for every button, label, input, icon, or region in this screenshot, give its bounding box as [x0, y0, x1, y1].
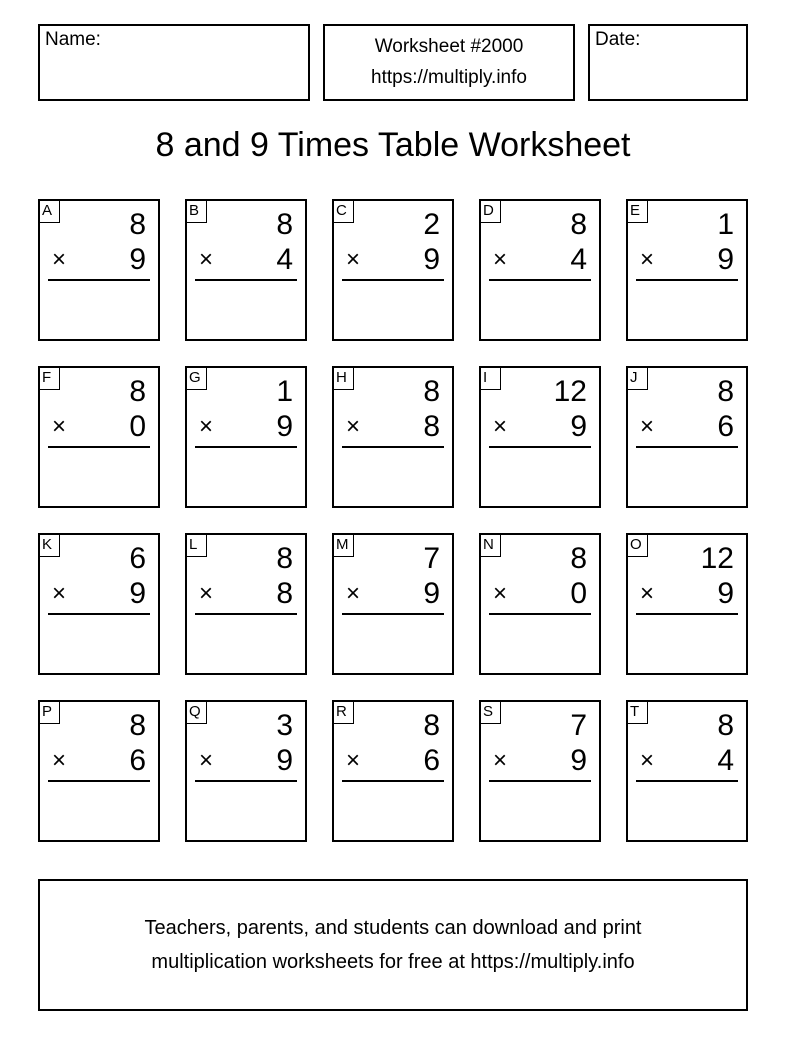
times-symbol: ×	[346, 246, 361, 273]
problem-card	[185, 533, 307, 675]
name-field-box	[38, 24, 310, 101]
multiplier: 9	[276, 744, 293, 777]
problem-letter: H	[332, 366, 354, 390]
problem-letter: K	[38, 533, 60, 557]
answer-line	[636, 780, 738, 782]
multiplier: 9	[570, 410, 587, 443]
multiplier: 4	[570, 243, 587, 276]
multiplicand: 3	[276, 709, 293, 742]
multiplicand: 12	[700, 542, 734, 575]
problem-card	[479, 533, 601, 675]
footer-line-1: Teachers, parents, and students can download and print	[144, 917, 642, 939]
answer-line	[636, 279, 738, 281]
times-symbol: ×	[199, 747, 214, 774]
multiplicand: 7	[570, 709, 587, 742]
problem-letter: R	[332, 700, 354, 724]
footer-box	[38, 879, 748, 1011]
times-symbol: ×	[640, 246, 655, 273]
problem-letter: C	[332, 199, 354, 223]
times-symbol: ×	[346, 413, 361, 440]
times-symbol: ×	[346, 747, 361, 774]
problem-letter: N	[479, 533, 501, 557]
problem-card	[38, 533, 160, 675]
problem-card	[626, 700, 748, 842]
times-symbol: ×	[493, 747, 508, 774]
multiplicand: 8	[129, 709, 146, 742]
problem-card	[479, 700, 601, 842]
multiplicand: 1	[717, 208, 734, 241]
multiplier: 6	[717, 410, 734, 443]
times-symbol: ×	[640, 580, 655, 607]
answer-line	[489, 279, 591, 281]
multiplicand: 8	[129, 375, 146, 408]
website-url: https://multiply.info	[371, 67, 527, 88]
answer-line	[489, 613, 591, 615]
problem-card	[185, 366, 307, 508]
answer-line	[195, 613, 297, 615]
times-symbol: ×	[199, 580, 214, 607]
footer-line-2: multiplication worksheets for free at https://multiply.info	[151, 951, 635, 973]
date-field-box	[588, 24, 748, 101]
multiplicand: 8	[423, 709, 440, 742]
problem-card	[38, 700, 160, 842]
multiplicand: 7	[423, 542, 440, 575]
problem-card	[479, 199, 601, 341]
times-symbol: ×	[640, 747, 655, 774]
answer-line	[489, 446, 591, 448]
multiplicand: 8	[129, 208, 146, 241]
times-symbol: ×	[493, 580, 508, 607]
answer-line	[48, 279, 150, 281]
problem-card	[185, 700, 307, 842]
problem-card	[38, 199, 160, 341]
answer-line	[195, 279, 297, 281]
multiplier: 8	[423, 410, 440, 443]
answer-line	[342, 613, 444, 615]
answer-line	[489, 780, 591, 782]
problem-letter: A	[38, 199, 60, 223]
multiplicand: 8	[276, 542, 293, 575]
multiplier: 9	[717, 243, 734, 276]
multiplier: 9	[276, 410, 293, 443]
multiplicand: 8	[717, 375, 734, 408]
multiplicand: 2	[423, 208, 440, 241]
answer-line	[342, 446, 444, 448]
problem-letter: I	[479, 366, 501, 390]
multiplicand: 8	[570, 208, 587, 241]
times-symbol: ×	[493, 413, 508, 440]
multiplier: 9	[423, 577, 440, 610]
date-label: Date:	[595, 29, 641, 50]
problem-card	[332, 700, 454, 842]
problem-card	[626, 366, 748, 508]
multiplicand: 1	[276, 375, 293, 408]
multiplier: 6	[423, 744, 440, 777]
multiplier: 0	[129, 410, 146, 443]
problem-card	[479, 366, 601, 508]
multiplier: 4	[717, 744, 734, 777]
problem-letter: D	[479, 199, 501, 223]
multiplicand: 12	[553, 375, 587, 408]
times-symbol: ×	[52, 246, 67, 273]
answer-line	[636, 446, 738, 448]
problem-letter: P	[38, 700, 60, 724]
answer-line	[195, 780, 297, 782]
worksheet-title: 8 and 9 Times Table Worksheet	[155, 126, 631, 164]
problem-card	[38, 366, 160, 508]
problem-letter: T	[626, 700, 648, 724]
times-symbol: ×	[52, 413, 67, 440]
times-symbol: ×	[640, 413, 655, 440]
multiplicand: 8	[717, 709, 734, 742]
answer-line	[636, 613, 738, 615]
multiplicand: 8	[423, 375, 440, 408]
multiplier: 9	[717, 577, 734, 610]
name-label: Name:	[45, 29, 101, 50]
multiplicand: 8	[570, 542, 587, 575]
problem-letter: B	[185, 199, 207, 223]
multiplicand: 6	[129, 542, 146, 575]
times-symbol: ×	[346, 580, 361, 607]
problem-card	[626, 533, 748, 675]
times-symbol: ×	[199, 413, 214, 440]
problem-card	[185, 199, 307, 341]
times-symbol: ×	[493, 246, 508, 273]
multiplier: 9	[570, 744, 587, 777]
answer-line	[195, 446, 297, 448]
times-symbol: ×	[52, 580, 67, 607]
answer-line	[48, 446, 150, 448]
times-symbol: ×	[199, 246, 214, 273]
problem-letter: E	[626, 199, 648, 223]
problem-letter: Q	[185, 700, 207, 724]
answer-line	[48, 780, 150, 782]
worksheet-info-box	[323, 24, 575, 101]
multiplier: 9	[423, 243, 440, 276]
times-symbol: ×	[52, 747, 67, 774]
multiplier: 9	[129, 243, 146, 276]
multiplier: 9	[129, 577, 146, 610]
multiplier: 8	[276, 577, 293, 610]
problem-letter: S	[479, 700, 501, 724]
worksheet-number: Worksheet #2000	[374, 36, 524, 57]
problem-card	[332, 366, 454, 508]
problem-letter: J	[626, 366, 648, 390]
problem-letter: L	[185, 533, 207, 557]
multiplier: 0	[570, 577, 587, 610]
problem-card	[332, 533, 454, 675]
problems-grid	[38, 199, 750, 842]
multiplier: 4	[276, 243, 293, 276]
problem-letter: G	[185, 366, 207, 390]
problem-card	[626, 199, 748, 341]
problem-letter: M	[332, 533, 354, 557]
multiplier: 6	[129, 744, 146, 777]
problem-letter: O	[626, 533, 648, 557]
multiplicand: 8	[276, 208, 293, 241]
answer-line	[48, 613, 150, 615]
answer-line	[342, 780, 444, 782]
problem-card	[332, 199, 454, 341]
problem-letter: F	[38, 366, 60, 390]
answer-line	[342, 279, 444, 281]
